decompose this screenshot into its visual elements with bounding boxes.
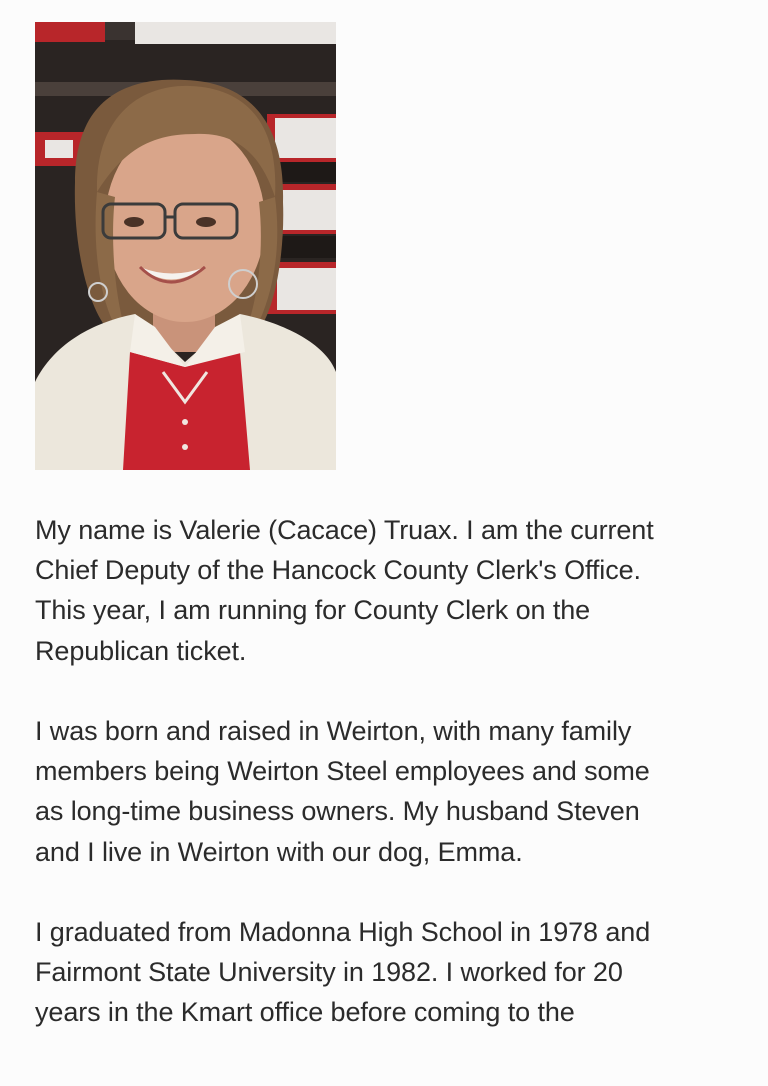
candidate-photo[interactable]	[35, 22, 336, 470]
text-line: I graduated from Madonna High School in 1978 and	[35, 917, 651, 947]
text-line: as long-time business owners. My husband Steven	[35, 796, 640, 827]
portrait-image	[35, 22, 336, 470]
text-line: My name is Valerie (Cacace) Truax. I am the current	[35, 515, 654, 545]
text-line: This year, I am running for County Clerk on the	[35, 595, 591, 626]
text-line: years in the Kmart office before coming to the	[35, 997, 575, 1028]
text-line: Fairmont State University in 1982. I worked for 20	[35, 957, 623, 988]
article-text	[35, 510, 745, 1073]
paragraph-education	[35, 912, 745, 1033]
text-line: members being Weirton Steel employees and some	[35, 756, 650, 787]
text-line: and I live in Weirton with our dog, Emma.	[35, 836, 523, 867]
text-line: I was born and raised in Weirton, with many family	[35, 716, 632, 746]
text-line: Republican ticket.	[35, 635, 247, 666]
paragraph-background	[35, 711, 745, 872]
text-line: Chief Deputy of the Hancock County Clerk's Office.	[35, 555, 641, 586]
paragraph-intro	[35, 510, 745, 671]
